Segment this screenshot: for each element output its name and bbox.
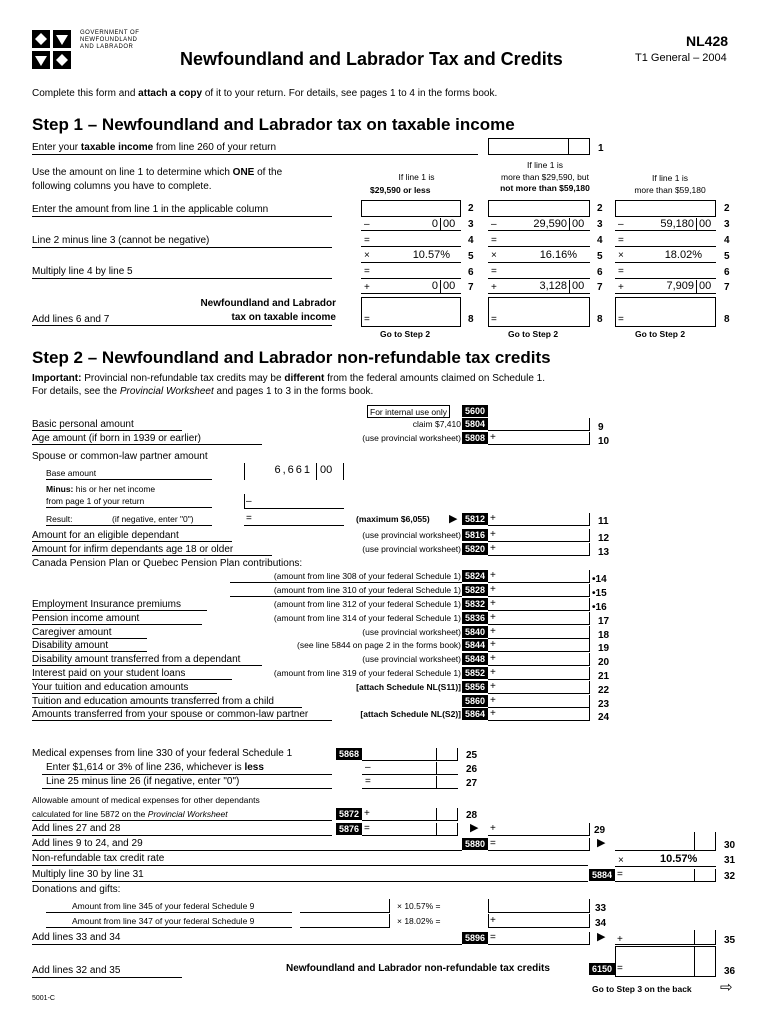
line-19-input[interactable] (488, 639, 590, 652)
step1-instruction: Use the amount on line 1 to determine which ONE of the (32, 167, 283, 178)
line-14-input[interactable] (488, 570, 590, 583)
line-number: 10 (598, 435, 610, 447)
step1-taxable-income-label: Enter your taxable income from line 260 of your return (32, 142, 277, 153)
cpp-label: Canada Pension Plan or Quebec Pension Plan contributions: (32, 557, 303, 569)
code-5852: 5852 (462, 667, 488, 679)
credit-label: Your tuition and education amounts (32, 681, 189, 693)
credit-label: Amounts transferred from your spouse or common-law partner (32, 709, 309, 721)
col3-goto-step2: Go to Step 2 (635, 329, 686, 339)
government-name: GOVERNMENT OF NEWFOUNDLAND AND LABRADOR (80, 30, 140, 50)
credit-label: Amount for an eligible dependant (32, 530, 179, 541)
goto-step3: Go to Step 3 on the back (592, 984, 692, 994)
line-15-input[interactable] (488, 584, 590, 597)
credit-note: claim $7,410 (412, 419, 461, 429)
col3-line8-input[interactable] (615, 297, 716, 327)
line-36-input[interactable] (615, 946, 716, 977)
form-id: NL428 (686, 33, 729, 49)
code-5820: 5820 (462, 543, 488, 555)
line-29-total[interactable] (488, 838, 590, 851)
credit-note: (use provincial worksheet) (362, 530, 461, 540)
line-number: 21 (598, 671, 610, 682)
arrow-right-icon: ▶ (597, 837, 606, 849)
col2-goto-step2: Go to Step 2 (508, 329, 559, 339)
code-5864: 5864 (462, 708, 488, 720)
credit-note: [attach Schedule NL(S11)] (356, 681, 461, 692)
line-21-input[interactable] (488, 667, 590, 680)
code-5824: 5824 (462, 570, 488, 582)
coat-of-arms-icon (32, 30, 72, 70)
spouse-net-income-input[interactable] (244, 494, 344, 509)
line-16-input[interactable] (488, 598, 590, 611)
line-number: 20 (598, 657, 610, 669)
credit-note: (amount from line 312 of your federal Schedule 1) (273, 599, 461, 609)
arrow-right-outline-icon: ⇨ (720, 979, 733, 996)
code-5804: 5804 (462, 418, 488, 430)
arrow-right-icon: ▶ (597, 931, 606, 943)
line1-input[interactable] (488, 138, 590, 155)
line-11-input[interactable] (488, 513, 590, 526)
line-9-input[interactable] (488, 418, 590, 431)
line-number: •15 (592, 588, 607, 600)
form-title: Newfoundland and Labrador Tax and Credits (180, 49, 563, 69)
credit-note: (use provincial worksheet) (362, 626, 461, 637)
internal-use-label: For internal use only (367, 405, 450, 418)
line-28-total[interactable] (362, 823, 458, 836)
credit-label: Disability amount transferred from a dependant (32, 654, 241, 666)
line-30-input[interactable] (615, 832, 716, 851)
form-code: 5001-C (32, 995, 55, 1002)
col1-header: If line 1 is (398, 172, 435, 182)
line-number: 22 (598, 684, 610, 696)
line-20-input[interactable] (488, 653, 590, 666)
code-5816: 5816 (462, 529, 488, 541)
form-year: T1 General – 2004 (635, 52, 727, 64)
credit-label: Age amount (if born in 1939 or earlier) (32, 432, 201, 444)
code-5836: 5836 (462, 612, 488, 624)
line-23-input[interactable] (488, 695, 590, 708)
credit-note: (see line 5844 on page 2 in the forms book) (297, 640, 461, 651)
credit-label: Disability amount (32, 640, 109, 652)
line-number: 24 (598, 712, 610, 724)
code-5844: 5844 (462, 639, 488, 651)
arrow-right-icon: ▶ (449, 513, 458, 525)
line-number: •14 (592, 574, 607, 586)
credit-note: (amount from line 314 of your federal Schedule 1) (273, 612, 461, 623)
col1-line8-input[interactable] (361, 297, 461, 327)
line-18-input[interactable] (488, 626, 590, 639)
credit-label: Tuition and education amounts transferred from a child (32, 695, 274, 707)
line-28-input[interactable] (362, 808, 458, 821)
code-5840: 5840 (462, 626, 488, 638)
step2-title: Step 2 – Newfoundland and Labrador non-refundable tax credits (32, 348, 551, 367)
spouse-amount-label: Spouse or common-law partner amount (32, 451, 208, 462)
line-number: 18 (598, 629, 610, 641)
government-logo (32, 30, 72, 70)
code-5856: 5856 (462, 681, 488, 693)
step2-important-note: Important: Provincial non-refundable tax credits may be different from the federal amounts claimed on Schedule 1. (32, 373, 546, 384)
code-5848: 5848 (462, 653, 488, 665)
line-13-input[interactable] (488, 543, 590, 556)
credit-note: (use provincial worksheet) (362, 432, 461, 443)
col2-line8-input[interactable] (488, 297, 590, 327)
credit-note: (amount from line 319 of your federal Schedule 1) (273, 668, 461, 678)
rate-value: 10.57% (660, 853, 698, 865)
code-5808: 5808 (462, 432, 488, 444)
line-29-input[interactable] (488, 823, 590, 836)
credit-label: Pension income amount (32, 612, 140, 624)
col2-header: If line 1 is more than $29,590, but not more than $59,180 (500, 160, 590, 193)
credit-note: (amount from line 308 of your federal Schedule 1) (273, 571, 461, 582)
donation-345-input[interactable] (300, 899, 390, 913)
code-5832: 5832 (462, 598, 488, 610)
col3-header: If line 1 is more than $59,180 (634, 173, 706, 195)
intro-text: Complete this form and attach a copy of it to your return. For details, see pages 1 to 4 in the forms book. (32, 88, 498, 99)
line-25-input[interactable] (362, 748, 458, 761)
credit-label: Interest paid on your student loans (32, 668, 186, 679)
col1-goto-step2: Go to Step 2 (380, 329, 431, 339)
line-number: •16 (592, 602, 607, 613)
credit-label: Employment Insurance premiums (32, 599, 181, 610)
donation-347-input[interactable] (300, 914, 390, 928)
line-17-input[interactable] (488, 612, 590, 625)
credit-note: (amount from line 310 of your federal Schedule 1) (273, 585, 461, 596)
line-32-input[interactable] (615, 869, 716, 882)
line-22-input[interactable] (488, 681, 590, 694)
line-number: 9 (598, 422, 604, 433)
line-number: 13 (598, 546, 610, 558)
credit-label: Caregiver amount (32, 626, 112, 638)
credit-note: (use provincial worksheet) (362, 543, 461, 554)
credit-note: [attach Schedule NL(S2)] (360, 709, 461, 720)
line-34-total[interactable] (488, 932, 590, 945)
line-34-input[interactable] (488, 914, 590, 928)
line-35-input[interactable] (615, 930, 716, 945)
line-number: 23 (598, 698, 610, 710)
line-12-input[interactable] (488, 529, 590, 542)
step1-title: Step 1 – Newfoundland and Labrador tax on taxable income (32, 115, 515, 134)
medical-expenses-label: Medical expenses from line 330 of your federal Schedule 1 (32, 748, 293, 759)
credit-label: Amount for infirm dependants age 18 or older (32, 543, 234, 555)
line-number: 19 (598, 643, 610, 655)
final-credits-label: Newfoundland and Labrador non-refundable tax credits (286, 963, 550, 974)
line-number: 12 (598, 533, 610, 544)
line-10-input[interactable] (488, 432, 590, 445)
line-33-input[interactable] (488, 899, 590, 913)
line-24-input[interactable] (488, 708, 590, 721)
code-5860: 5860 (462, 695, 488, 707)
code-5828: 5828 (462, 584, 488, 596)
col3-line2-input[interactable] (615, 200, 716, 217)
line-number: 17 (598, 615, 610, 627)
col2-line2-input[interactable] (488, 200, 590, 217)
credit-note: (use provincial worksheet) (362, 654, 461, 665)
code-5600: 5600 (462, 405, 488, 417)
col1-line2-input[interactable] (361, 200, 461, 217)
arrow-right-icon: ▶ (470, 822, 479, 834)
credit-label: Basic personal amount (32, 419, 134, 430)
